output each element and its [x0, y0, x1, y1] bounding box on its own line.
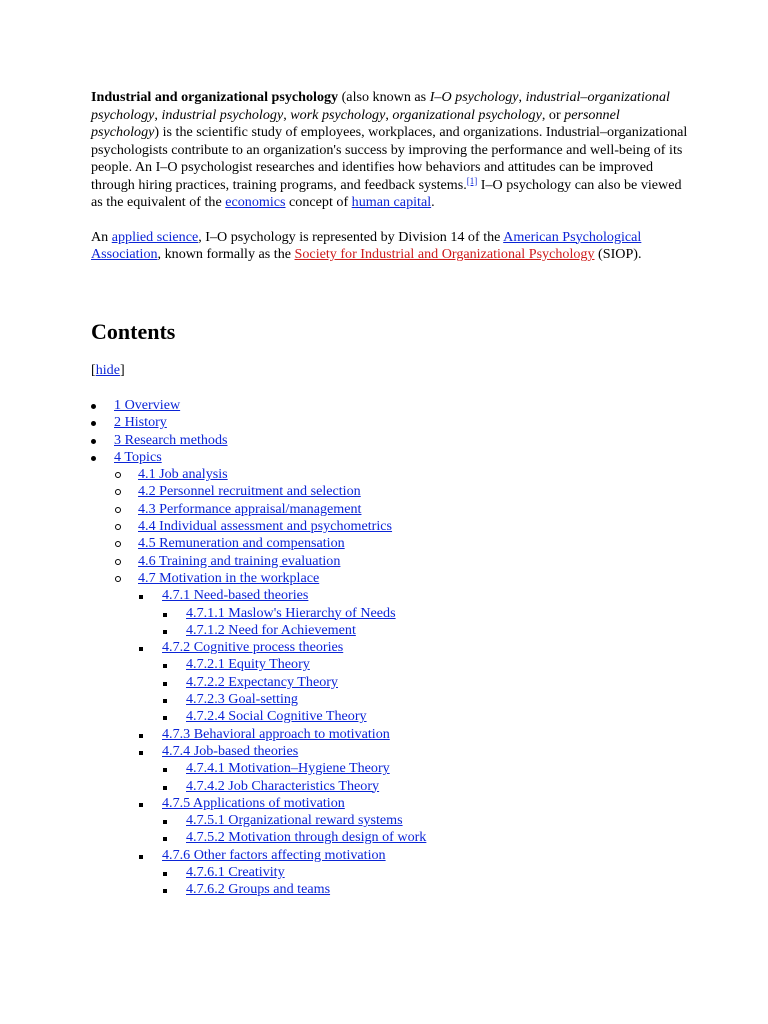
toc-link[interactable]: 2 History: [114, 414, 167, 431]
bullet-icon: [91, 432, 96, 449]
toc-link[interactable]: 4.7.1.1 Maslow's Hierarchy of Needs: [186, 604, 396, 621]
toc-link[interactable]: 4.6 Training and training evaluation: [138, 552, 341, 569]
intro-paragraph-2: [91, 229, 691, 264]
toc-link[interactable]: 4.2 Personnel recruitment and selection: [138, 483, 361, 500]
toc-link[interactable]: 4.7.2.3 Goal-setting: [186, 691, 298, 708]
text-run: concept of: [285, 194, 352, 210]
hide-toc-link[interactable]: hide: [95, 362, 120, 378]
toc-link[interactable]: 4.7.6 Other factors affecting motivation: [162, 846, 386, 863]
square-bullet-icon: [163, 691, 167, 708]
square-bullet-icon: [163, 622, 167, 639]
square-bullet-icon: [139, 847, 143, 864]
text-run: (also known as: [338, 89, 430, 105]
square-bullet-icon: [163, 881, 167, 898]
toc-link[interactable]: 4.7 Motivation in the workplace: [138, 569, 320, 586]
bracket-open: [: [91, 362, 96, 378]
square-bullet-icon: [163, 778, 167, 795]
square-bullet-icon: [163, 829, 167, 846]
article-subject: Industrial and organizational psychology: [91, 89, 339, 105]
toc-link[interactable]: 4.7.2 Cognitive process theories: [162, 639, 344, 656]
contents-heading: Contents: [91, 319, 176, 344]
link-apa[interactable]: American Psychological Association: [91, 228, 642, 262]
alt-name: organizational psychology: [392, 106, 542, 123]
text-run: ) is the scientific study of employees, workplaces, and organizations. Industrial–organizational psychologists contribute to an organization's success by improving the performance and well-being of its people. An I–O psychologist researches and identifies how behaviors and attitudes can be improved through hiring practices, training programs, and feedback systems.: [91, 124, 688, 193]
toc-link[interactable]: 4.3 Performance appraisal/management: [138, 500, 362, 517]
toc-link[interactable]: 4.7.2.4 Social Cognitive Theory: [186, 708, 367, 725]
circle-bullet-icon: [115, 501, 121, 518]
text-run: ,: [283, 106, 291, 123]
text-run: ,: [154, 106, 162, 123]
circle-bullet-icon: [115, 483, 121, 500]
toc-link[interactable]: 4.7.6.1 Creativity: [186, 864, 285, 881]
alt-name: personnel psychology: [91, 106, 620, 140]
bullet-icon: [91, 414, 96, 431]
toc-link[interactable]: 4.7.4 Job-based theories: [162, 742, 299, 759]
toc-link[interactable]: 4.7.3 Behavioral approach to motivation: [162, 725, 390, 742]
toc-link[interactable]: 4.1 Job analysis: [138, 466, 228, 483]
toc-link[interactable]: 4.7.1 Need-based theories: [162, 587, 309, 604]
toc-link[interactable]: 4.7.4.1 Motivation–Hygiene Theory: [186, 760, 390, 777]
text-run: ,: [385, 106, 393, 123]
alt-name: I–O psychology: [429, 89, 519, 105]
text-run: .: [431, 194, 435, 210]
article-intro: [91, 89, 691, 281]
square-bullet-icon: [163, 605, 167, 622]
reference-link-1[interactable]: [1]: [466, 175, 478, 186]
toc-link[interactable]: 4.7.6.2 Groups and teams: [186, 881, 331, 898]
square-bullet-icon: [163, 674, 167, 691]
alt-name: work psychology: [290, 106, 386, 123]
square-bullet-icon: [139, 587, 143, 604]
toc-toggle: [91, 362, 125, 380]
toc-link[interactable]: 4 Topics: [114, 448, 162, 465]
text-run: (SIOP).: [594, 246, 642, 262]
bullet-icon: [91, 449, 96, 466]
link-applied-science[interactable]: applied science: [111, 228, 199, 245]
square-bullet-icon: [163, 864, 167, 881]
toc-link[interactable]: 4.7.1.2 Need for Achievement: [186, 621, 356, 638]
text-run: , or: [541, 106, 565, 123]
alt-name: industrial–organizational psychology: [91, 89, 670, 123]
link-economics[interactable]: economics: [225, 194, 286, 210]
text-run: I–O psychology can also be viewed as the equivalent of the: [91, 176, 682, 210]
link-human-capital[interactable]: human capital: [351, 194, 432, 210]
square-bullet-icon: [139, 795, 143, 812]
circle-bullet-icon: [115, 535, 121, 552]
toc-link[interactable]: 3 Research methods: [114, 431, 228, 448]
text-run: An: [91, 228, 112, 245]
toc-link[interactable]: 4.7.5 Applications of motivation: [162, 794, 345, 811]
square-bullet-icon: [139, 743, 143, 760]
square-bullet-icon: [139, 726, 143, 743]
toc-link[interactable]: 4.5 Remuneration and compensation: [138, 535, 345, 552]
square-bullet-icon: [163, 812, 167, 829]
circle-bullet-icon: [115, 466, 121, 483]
text-run: ,: [518, 89, 526, 105]
alt-name: industrial psychology: [161, 106, 284, 123]
square-bullet-icon: [163, 708, 167, 725]
toc-link[interactable]: 4.7.2.1 Equity Theory: [186, 656, 310, 673]
square-bullet-icon: [163, 656, 167, 673]
toc-link[interactable]: 4.7.5.1 Organizational reward systems: [186, 812, 403, 829]
text-run: , I–O psychology is represented by Division 14 of the: [198, 228, 504, 245]
circle-bullet-icon: [115, 518, 121, 535]
toc-link[interactable]: 4.7.4.2 Job Characteristics Theory: [186, 777, 380, 794]
bullet-icon: [91, 397, 96, 414]
link-siop[interactable]: Society for Industrial and Organizational Psychology: [294, 246, 595, 262]
toc-link[interactable]: 1 Overview: [114, 397, 181, 413]
circle-bullet-icon: [115, 553, 121, 570]
intro-paragraph-1: [91, 89, 691, 212]
circle-bullet-icon: [115, 570, 121, 587]
toc-link[interactable]: 4.7.2.2 Expectancy Theory: [186, 673, 338, 690]
toc-link[interactable]: 4.7.5.2 Motivation through design of work: [186, 829, 427, 846]
square-bullet-icon: [163, 760, 167, 777]
text-run: , known formally as the: [157, 246, 295, 262]
square-bullet-icon: [139, 639, 143, 656]
bracket-close: ]: [119, 362, 125, 378]
toc-link[interactable]: 4.4 Individual assessment and psychometrics: [138, 518, 393, 535]
